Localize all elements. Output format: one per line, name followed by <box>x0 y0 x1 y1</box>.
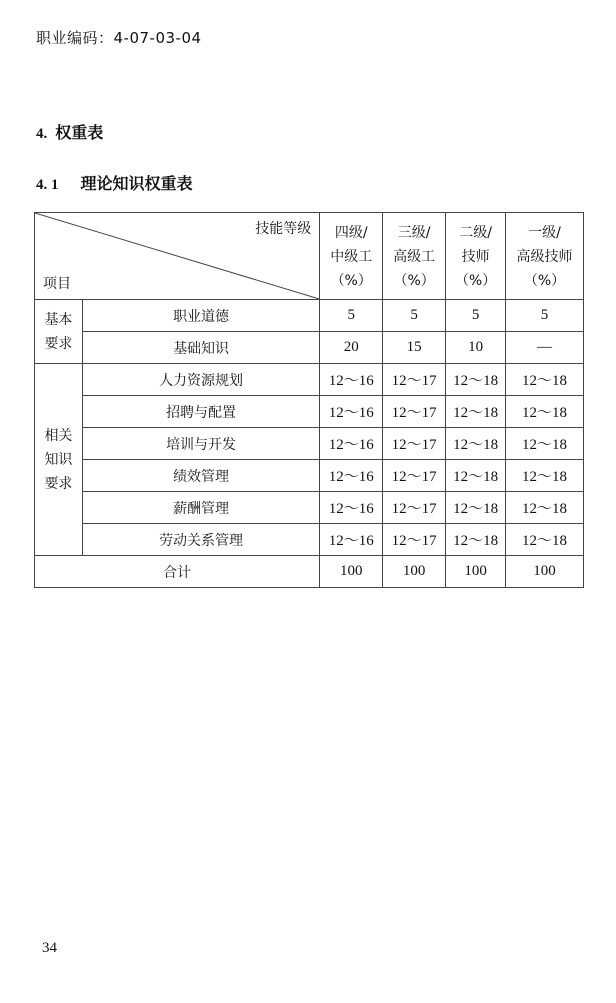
value-cell: 12～17 <box>383 460 446 492</box>
page-number: 34 <box>42 940 57 956</box>
level-header-1: 一级/ 高级技师 （%） <box>506 213 584 300</box>
table-row <box>35 300 584 332</box>
value-cell: 5 <box>446 300 506 332</box>
value-cell: 12～18 <box>446 428 506 460</box>
value-cell: 12～16 <box>320 492 383 524</box>
value-cell: 12～18 <box>446 364 506 396</box>
total-value: 100 <box>446 556 506 588</box>
table-row <box>35 460 584 492</box>
value-cell: 5 <box>506 300 584 332</box>
table-row <box>35 332 584 364</box>
value-cell: 12～17 <box>383 396 446 428</box>
value-cell: 5 <box>320 300 383 332</box>
value-cell: 12～18 <box>506 524 584 556</box>
item-label: 职业道德 <box>82 300 319 332</box>
table-row <box>35 364 584 396</box>
item-label: 招聘与配置 <box>82 396 319 428</box>
table-row <box>35 428 584 460</box>
section-number: 4. <box>36 126 48 142</box>
item-label: 薪酬管理 <box>82 492 319 524</box>
value-cell: 12～18 <box>446 492 506 524</box>
corner-skill-level-label: 技能等级 <box>255 221 312 237</box>
value-cell: 12～16 <box>320 460 383 492</box>
total-value: 100 <box>320 556 383 588</box>
section-title: 权重表 <box>55 123 104 142</box>
value-cell: 12～18 <box>506 396 584 428</box>
item-label: 人力资源规划 <box>82 364 319 396</box>
total-label: 合计 <box>35 556 320 588</box>
corner-item-label: 项目 <box>43 276 71 292</box>
value-cell: 12～17 <box>383 524 446 556</box>
item-label: 基础知识 <box>82 332 319 364</box>
level-header-4: 四级/ 中级工 （%） <box>320 213 383 300</box>
total-row <box>35 556 584 588</box>
value-cell: 12～18 <box>446 460 506 492</box>
value-cell: 12～17 <box>383 428 446 460</box>
value-cell: 12～16 <box>320 524 383 556</box>
value-cell: 12～18 <box>506 428 584 460</box>
group-related-knowledge: 相关 知识 要求 <box>35 364 83 556</box>
subsection-number: 4. 1 <box>36 177 59 193</box>
table-row <box>35 524 584 556</box>
value-cell: 12～17 <box>383 492 446 524</box>
item-label: 绩效管理 <box>82 460 319 492</box>
value-cell: 12～16 <box>320 396 383 428</box>
value-cell: — <box>506 332 584 364</box>
level-header-3: 三级/ 高级工 （%） <box>383 213 446 300</box>
level-header-2: 二级/ 技师 （%） <box>446 213 506 300</box>
total-value: 100 <box>383 556 446 588</box>
table-row <box>35 492 584 524</box>
value-cell: 20 <box>320 332 383 364</box>
value-cell: 5 <box>383 300 446 332</box>
value-cell: 12～17 <box>383 364 446 396</box>
subsection-title: 理论知识权重表 <box>80 174 193 193</box>
value-cell: 12～18 <box>446 524 506 556</box>
value-cell: 12～18 <box>506 492 584 524</box>
value-cell: 10 <box>446 332 506 364</box>
value-cell: 12～16 <box>320 428 383 460</box>
item-label: 劳动关系管理 <box>82 524 319 556</box>
value-cell: 12～18 <box>506 460 584 492</box>
section-heading <box>36 120 103 143</box>
item-label: 培训与开发 <box>82 428 319 460</box>
table-header-row <box>35 213 584 300</box>
corner-cell <box>35 213 320 300</box>
table-row <box>35 396 584 428</box>
value-cell: 12～18 <box>446 396 506 428</box>
group-basic-requirements: 基本 要求 <box>35 300 83 364</box>
subsection-heading <box>36 171 193 194</box>
value-cell: 15 <box>383 332 446 364</box>
weight-table <box>34 212 584 588</box>
value-cell: 12～18 <box>506 364 584 396</box>
total-value: 100 <box>506 556 584 588</box>
occupation-code: 职业编码：4-07-03-04 <box>36 29 202 47</box>
value-cell: 12～16 <box>320 364 383 396</box>
